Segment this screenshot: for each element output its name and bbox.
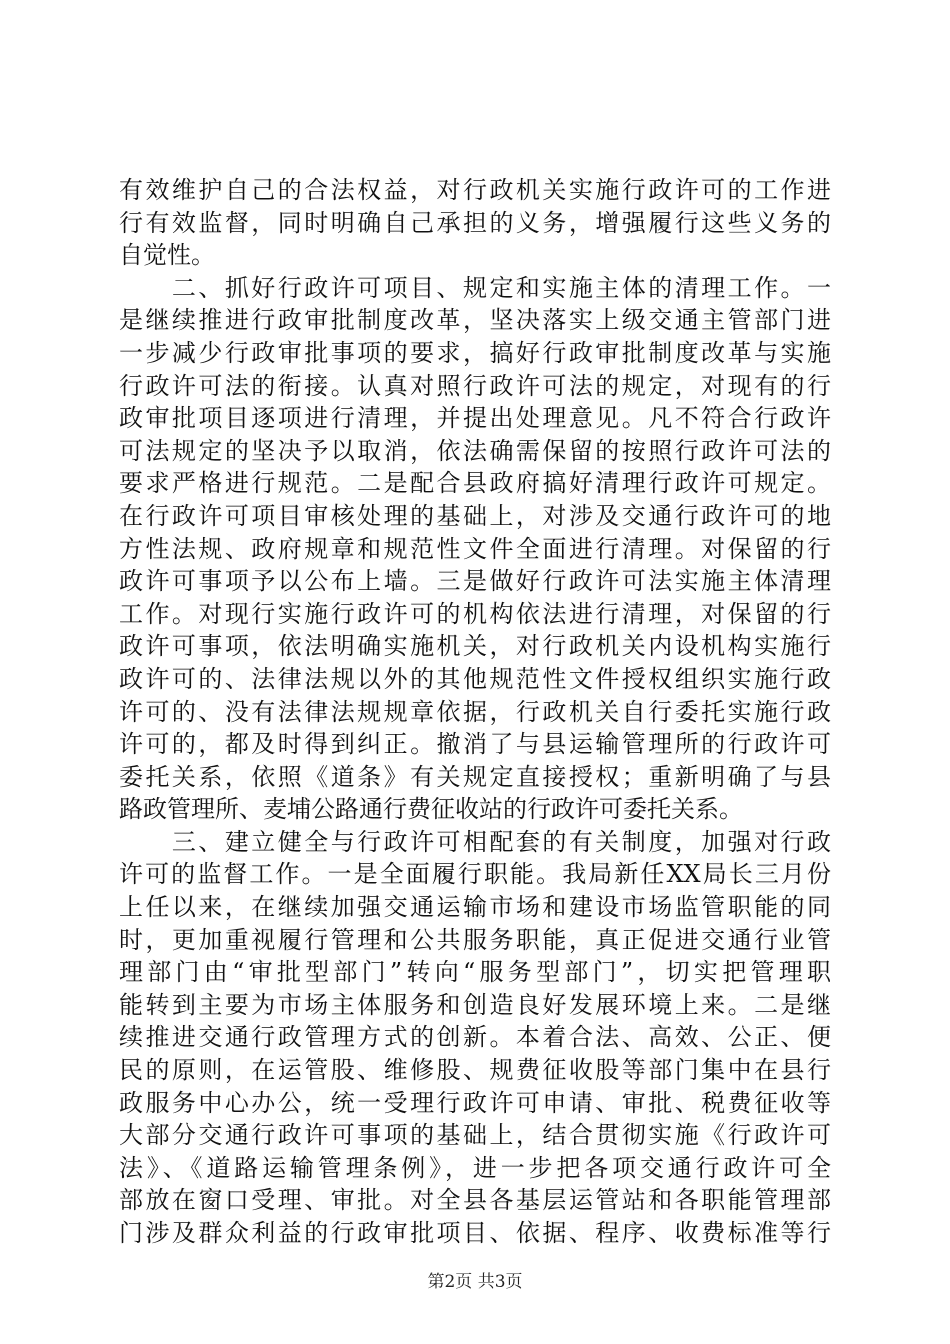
text-line: 有效维护自己的合法权益，对行政机关实施行政许可的工作进 [119,176,831,204]
text-line: 工作。对现行实施行政许可的机构依法进行清理，对保留的行 [119,599,831,628]
text-line: 委托关系，依照《道条》有关规定直接授权；重新明确了与县 [119,762,831,791]
text-line: 要求严格进行规范。二是配合县政府搞好清理行政许可规定。 [119,469,831,498]
text-line: 自觉性。 [119,241,215,270]
text-line: 续推进交通行政管理方式的创新。本着合法、高效、公正、便 [119,1023,831,1052]
text-line: 行政许可法的衔接。认真对照行政许可法的规定，对现有的行 [119,371,831,400]
text-line: 方性法规、政府规章和规范性文件全面进行清理。对保留的行 [119,534,831,563]
document-body [119,174,831,1250]
page-number-footer: 第2页 共3页 [427,1272,523,1292]
text-line: 行有效监督，同时明确自己承担的义务，增强履行这些义务的 [119,208,831,237]
text-line: 许可的监督工作。一是全面履行职能。我局新任XX局长三月份 [119,860,831,889]
text-line: 许可的、没有法律法规规章依据，行政机关自行委托实施行政 [119,697,831,726]
text-line: 上任以来，在继续加强交通运输市场和建设市场监管职能的同 [119,893,831,922]
text-line: 在行政许可项目审核处理的基础上，对涉及交通行政许可的地 [119,501,831,530]
text-line: 路政管理所、麦埔公路通行费征收站的行政许可委托关系。 [119,795,743,824]
text-line: 法》、《道路运输管理条例》，进一步把各项交通行政许可全 [119,1153,831,1182]
text-line: 理部门由“审批型部门”转向“服务型部门”，切实把管理职 [119,958,831,987]
text-line: 门涉及群众利益的行政审批项目、依据、程序、收费标准等行 [119,1219,831,1247]
text-line: 二、抓好行政许可项目、规定和实施主体的清理工作。一 [119,273,831,302]
text-line: 政许可事项，依法明确实施机关，对行政机关内设机构实施行 [119,632,831,661]
text-line: 时，更加重视履行管理和公共服务职能，真正促进交通行业管 [119,925,831,954]
text-line: 一步减少行政审批事项的要求，搞好行政审批制度改革与实施 [119,338,831,367]
text-line: 政许可事项予以公布上墙。三是做好行政许可法实施主体清理 [119,567,831,596]
text-line: 部放在窗口受理、审批。对全县各基层运管站和各职能管理部 [119,1186,831,1215]
text-line: 政许可的、法律法规以外的其他规范性文件授权组织实施行政 [119,664,831,693]
text-line: 三、建立健全与行政许可相配套的有关制度，加强对行政 [119,827,831,856]
text-line: 能转到主要为市场主体服务和创造良好发展环境上来。二是继 [119,990,831,1019]
text-line: 政审批项目逐项进行清理，并提出处理意见。凡不符合行政许 [119,404,831,433]
text-line: 政服务中心办公，统一受理行政许可申请、审批、税费征收等 [119,1088,831,1117]
text-line: 大部分交通行政许可事项的基础上，结合贯彻实施《行政许可 [119,1121,831,1150]
text-line: 是继续推进行政审批制度改革，坚决落实上级交通主管部门进 [119,306,831,335]
text-line: 许可的，都及时得到纠正。撤消了与县运输管理所的行政许可 [119,730,831,759]
text-line: 可法规定的坚决予以取消，依法确需保留的按照行政许可法的 [119,436,831,465]
text-line: 民的原则，在运管股、维修股、规费征收股等部门集中在县行 [119,1056,831,1085]
